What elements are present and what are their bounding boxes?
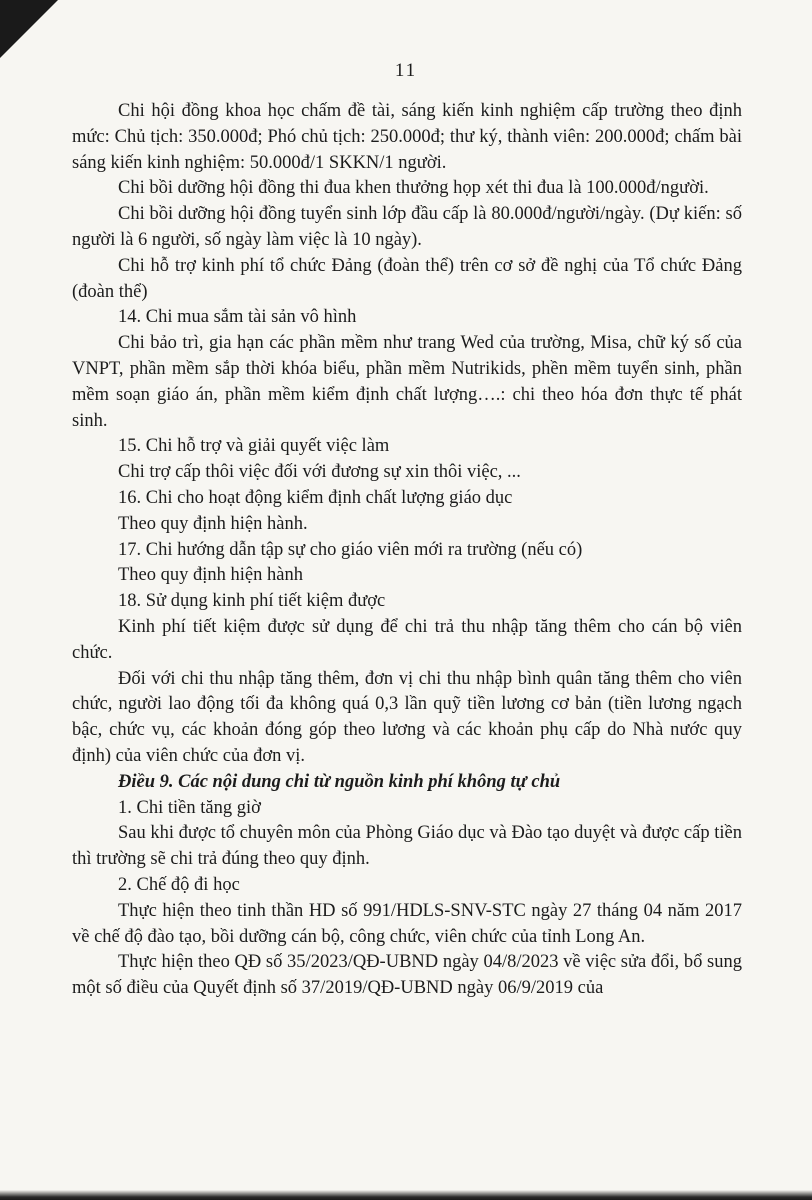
item-15-heading: 15. Chi hỗ trợ và giải quyết việc làm	[118, 436, 390, 457]
document-body	[72, 99, 742, 1002]
item-18-heading: 18. Sử dụng kinh phí tiết kiệm được	[118, 591, 386, 612]
paragraph-emulation-council: Chi bồi dưỡng hội đồng thi đua khen thưởng họp xét thi đua là 100.000đ/người.	[118, 178, 709, 199]
item-2-heading: 2. Chế độ đi học	[118, 874, 240, 895]
paragraph-overtime: Sau khi được tổ chuyên môn của Phòng Giáo dục và Đào tạo duyệt và được cấp tiền thì trường sẽ chi trả đúng theo quy định.	[72, 823, 742, 870]
paragraph-software-maintenance: Chi bảo trì, gia hạn các phần mềm như trang Wed của trường, Misa, chữ ký số của VNPT, phần mềm sắp thời khóa biểu, phần mềm Nutrikids, phền mềm tuyển sinh, phần mềm soạn giáo án, phần mềm kiểm định chất lượng….: chi theo hóa đơn thực tế phát sinh.	[72, 333, 742, 431]
paragraph-savings: Kinh phí tiết kiệm được sử dụng để chi trả thu nhập tăng thêm cho cán bộ viên chức.	[72, 616, 742, 663]
item-16-heading: 16. Chi cho hoạt động kiểm định chất lượng giáo dục	[118, 487, 513, 508]
paragraph-regulation-17: Theo quy định hiện hành	[118, 565, 303, 586]
paragraph-science-council: Chi hội đồng khoa học chấm đề tài, sáng kiến kinh nghiệm cấp trường theo định mức: Chủ tịch: 350.000đ; Phó chủ tịch: 250.000đ; thư ký, thành viên: 200.000đ; chấm bài sáng kiến kinh nghiệm: 50.000đ/1 SKKN/1 người.	[72, 101, 742, 173]
scan-corner-shadow	[0, 0, 58, 58]
item-14-heading: 14. Chi mua sắm tài sản vô hình	[118, 307, 357, 328]
article-9-heading: Điều 9. Các nội dung chi từ nguồn kinh phí không tự chủ	[118, 771, 561, 792]
paragraph-party-support: Chi hỗ trợ kinh phí tổ chức Đảng (đoàn thể) trên cơ sở đề nghị của Tổ chức Đảng (đoàn thể)	[72, 255, 742, 302]
paragraph-additional-income: Đối với chi thu nhập tăng thêm, đơn vị chi thu nhập bình quân tăng thêm cho viên chức, người lao động tối đa không quá 0,3 lần quỹ tiền lương cơ bản (tiền lương ngạch bậc, chức vụ, các khoản đóng góp theo lương và các khoản phụ cấp do Nhà nước quy định) của viên chức của đơn vị.	[72, 668, 742, 766]
paragraph-regulation-16: Theo quy định hiện hành.	[118, 513, 308, 534]
scan-bottom-edge	[0, 1190, 812, 1200]
page-number: 11	[394, 60, 418, 81]
paragraph-severance: Chi trợ cấp thôi việc đối với đương sự xin thôi việc, ...	[118, 462, 521, 483]
paragraph-training-guidance: Thực hiện theo tinh thần HD số 991/HDLS-SNV-STC ngày 27 tháng 04 năm 2017 về chế độ đào tạo, bồi dưỡng cán bộ, công chức, viên chức của tỉnh Long An.	[72, 900, 742, 947]
paragraph-enrollment-council: Chi bồi dưỡng hội đồng tuyển sinh lớp đầu cấp là 80.000đ/người/ngày. (Dự kiến: số người là 6 người, số ngày làm việc là 10 ngày).	[72, 204, 742, 250]
item-17-heading: 17. Chi hướng dẫn tập sự cho giáo viên mới ra trường (nếu có)	[118, 539, 583, 560]
paragraph-decision-35: Thực hiện theo QĐ số 35/2023/QĐ-UBND ngày 04/8/2023 về việc sửa đổi, bổ sung một số điều của Quyết định số 37/2019/QĐ-UBND ngày 06/9/2019 của	[72, 952, 742, 999]
item-1-heading: 1. Chi tiền tăng giờ	[118, 797, 261, 818]
